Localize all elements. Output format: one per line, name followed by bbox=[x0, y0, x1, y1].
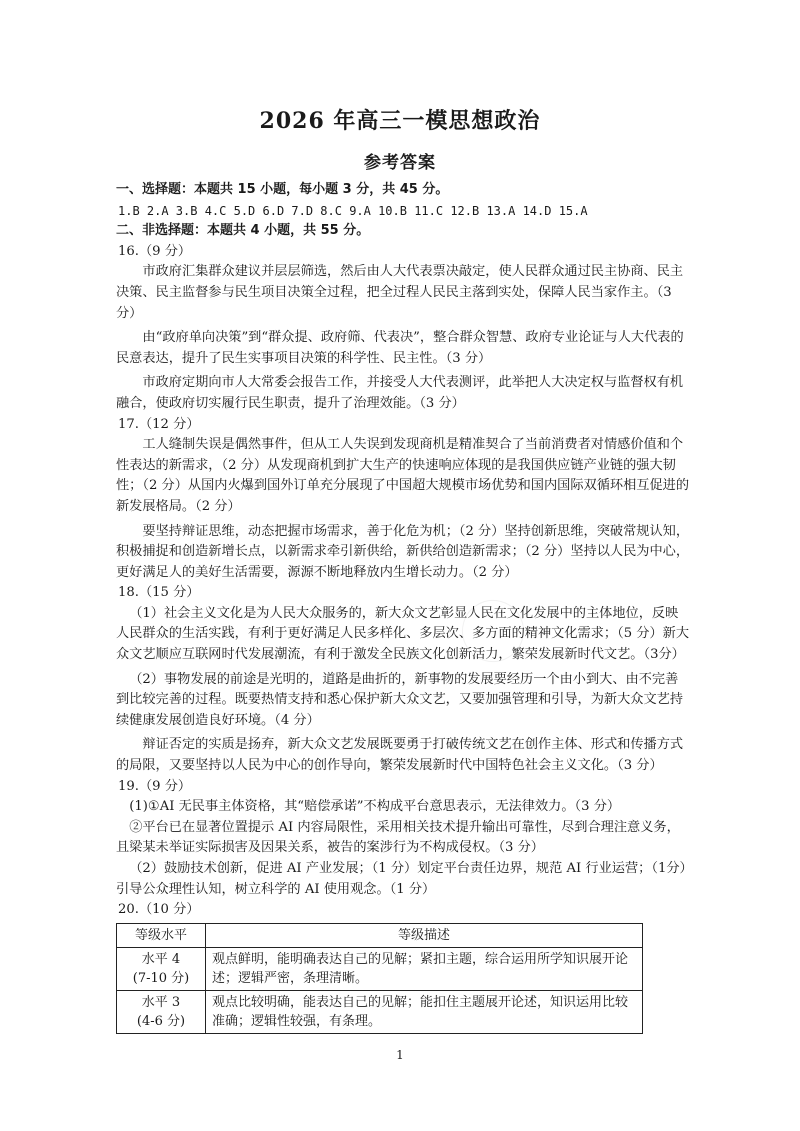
question-17-answer-2: 要坚持辩证思维，动态把握市场需求，善于化危为机；（2 分）坚持创新思维，突破常规认知，积极捕捉和创造新增长点，以新需求牵引新供给，新供给创造新需求；（2 分）坚持以人民为中心，更好满足人的美好生活需要，源源不断地释放内生增长动力。（2 分） bbox=[116, 523, 690, 580]
answer-body bbox=[116, 180, 690, 1034]
question-17-answer-1: 工人缝制失误是偶然事件，但从工人失误到发现商机是精准契合了当前消费者对情感价值和个性表达的新需求，（2 分）从发现商机到扩大生产的快速响应体现的是我国供应链产业链的强大韧性；（2 分）从国内火爆到国外订单充分展现了中国超大规模市场优势和国内国际双循环相互促进的新发展格局。（2 分） bbox=[116, 437, 690, 514]
level-name: 水平 4 bbox=[141, 951, 181, 967]
question-20-number: 20.（10 分） bbox=[118, 902, 200, 918]
question-16-number: 16.（9 分） bbox=[118, 243, 192, 259]
question-17-number: 17.（12 分） bbox=[118, 416, 200, 432]
level-description: 观点比较明确，能表达自己的见解；能扣住主题展开论述，知识运用比较准确；逻辑性较强，有条理。 bbox=[206, 990, 643, 1033]
level-cell bbox=[117, 947, 206, 990]
question-18-number: 18.（15 分） bbox=[118, 585, 200, 601]
question-18-answer-1: （1）社会主义文化是为人民大众服务的，新大众文艺彰显人民在文化发展中的主体地位，反映人民群众的生活实践，有利于更好满足人民多样化、多层次、多方面的精神文化需求；（5 分）新大众文艺顺应互联网时代发展潮流，有利于激发全民族文化创新活力，繁荣发展新时代文艺。（3分） bbox=[116, 605, 690, 663]
question-19-number: 19.（9 分） bbox=[118, 778, 192, 794]
page-subtitle: 参考答案 bbox=[364, 153, 436, 173]
table-header-row bbox=[117, 923, 643, 947]
column-header-description: 等级描述 bbox=[206, 923, 643, 947]
question-19-answer-3: （2）鼓励技术创新，促进 AI 产业发展；（1 分）划定平台责任边界，规范 AI 行业运营；（1分）引导公众理性认知，树立科学的 AI 使用观念。（1 分） bbox=[116, 861, 687, 897]
question-18-answer-3: 辩证否定的实质是扬弃，新大众文艺发展既要勇于打破传统文艺在创作主体、形式和传播方式的局限，又要坚持以人民为中心的创作导向，繁荣发展新时代中国特色社会主义文化。（3 分） bbox=[116, 737, 684, 774]
section-heading-choice: 一、选择题：本题共 15 小题，每小题 3 分，共 45 分。 bbox=[116, 182, 449, 197]
level-description: 观点鲜明，能明确表达自己的见解；紧扣主题，综合运用所学知识展开论述；逻辑严密，条理清晰。 bbox=[206, 947, 643, 990]
question-16-answer-2: 由“政府单向决策”到“群众提、政府筛、代表决”，整合群众智慧、政府专业论证与人大代表的民意表达，提升了民生实事项目决策的科学性、民主性。（3 分） bbox=[116, 330, 684, 366]
column-header-level: 等级水平 bbox=[117, 923, 206, 947]
section-heading-nonchoice: 二、非选择题：本题共 4 小题，共 55 分。 bbox=[116, 223, 370, 239]
level-cell bbox=[117, 990, 206, 1033]
question-18-answer-2: （2）事物发展的前途是光明的，道路是曲折的，新事物的发展要经历一个由小到大、由不完善到比较完善的过程。既要热情支持和悉心保护新大众文艺，又要加强管理和引导，为新大众文艺持续健康发展创造良好环境。（4 分） bbox=[116, 671, 684, 728]
page-title: 2026 年高三一模思想政治 bbox=[259, 108, 541, 134]
table-row bbox=[117, 947, 643, 990]
level-score-range: (4-6 分) bbox=[136, 1013, 186, 1029]
question-19-answer-1: (1)①AI 无民事主体资格，其“赔偿承诺”不构成平台意思表示，无法律效力。（3 分） bbox=[129, 799, 621, 815]
choice-answers: 1.B 2.A 3.B 4.C 5.D 6.D 7.D 8.C 9.A 10.B 11.C 12.B 13.A 14.D 15.A bbox=[118, 203, 588, 218]
question-16-answer-3: 市政府定期向市人大常委会报告工作，并接受人大代表测评，此举把人大决定权与监督权有机融合，使政府切实履行民生职责，提升了治理效能。（3 分） bbox=[116, 375, 684, 411]
grading-levels-table bbox=[116, 923, 643, 1034]
level-name: 水平 3 bbox=[141, 994, 181, 1010]
level-score-range: (7-10 分) bbox=[132, 970, 190, 986]
page-number: 1 bbox=[396, 1048, 404, 1062]
question-16-answer-1: 市政府汇集群众建议并层层筛选，然后由人大代表票决敲定，使人民群众通过民主协商、民主决策、民主监督参与民生项目决策全过程，把全过程人民民主落到实处，保障人民当家作主。（3分） bbox=[116, 264, 684, 321]
question-19-answer-2: ②平台已在显著位置提示 AI 内容局限性，采用相关技术提升输出可靠性，尽到合理注意义务，且梁某未举证实际损害及因果关系，被告的案涉行为不构成侵权。（3 分） bbox=[116, 819, 680, 856]
table-row bbox=[117, 990, 643, 1033]
